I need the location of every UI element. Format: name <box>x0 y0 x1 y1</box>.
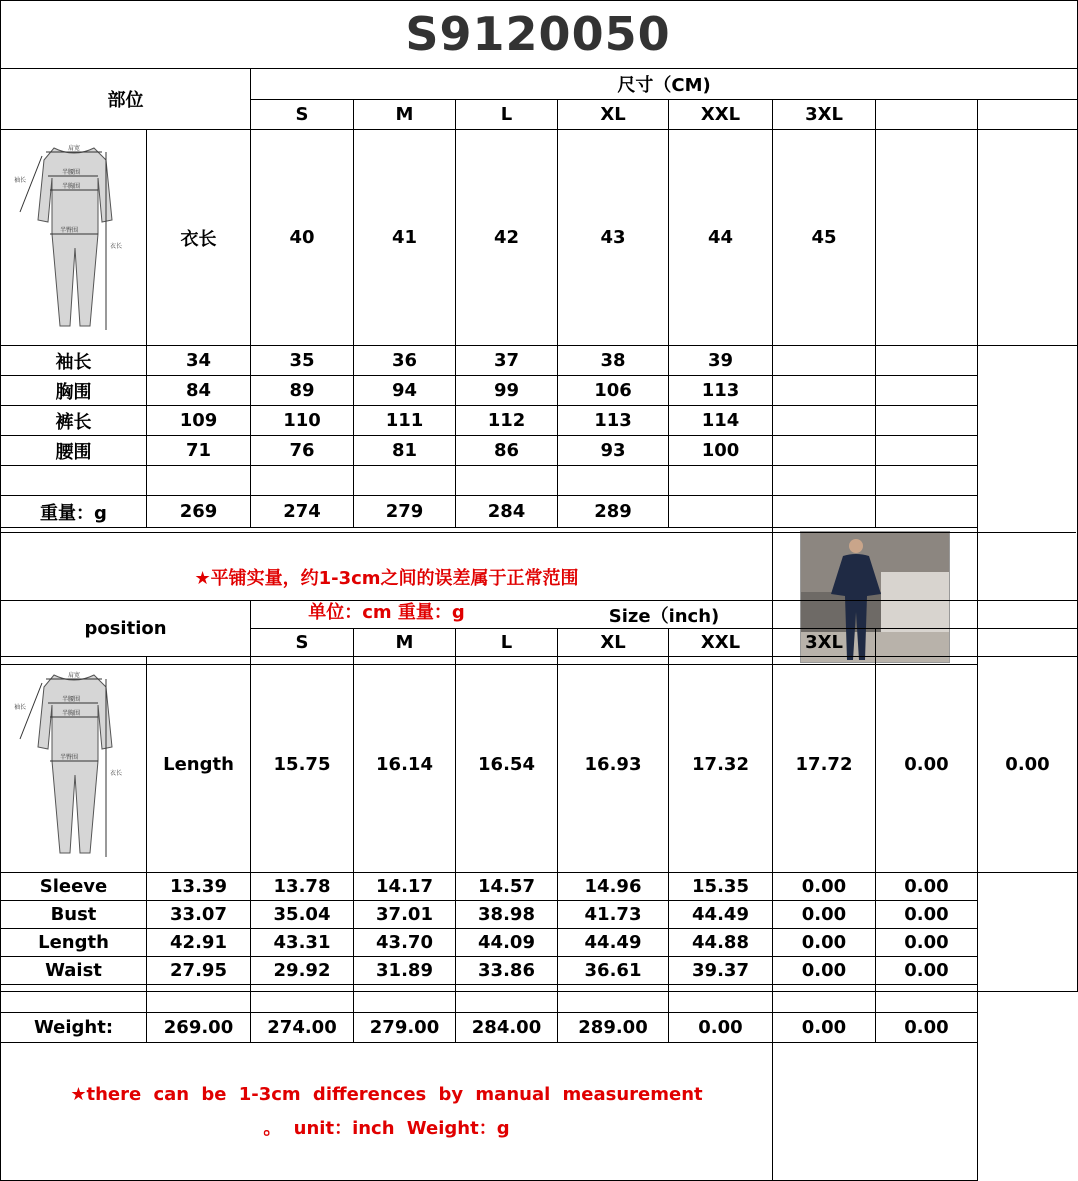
size-cell <box>876 629 978 657</box>
diagram-label: 半臀围 <box>59 227 78 234</box>
value-cell: 17.32 <box>669 657 773 873</box>
table-row <box>1 376 1078 406</box>
weight-cell: 279.00 <box>354 1013 456 1043</box>
value-cell: 0.00 <box>876 901 978 929</box>
weight-cell: 269.00 <box>147 1013 251 1043</box>
value-cell: 81 <box>354 436 456 466</box>
value-cell: 0.00 <box>876 657 978 873</box>
size-cell: L <box>456 100 558 130</box>
value-cell <box>876 436 978 466</box>
value-cell: 17.72 <box>773 657 876 873</box>
value-cell: 111 <box>354 406 456 436</box>
table-row <box>1 346 1078 376</box>
part-header: 部位 <box>1 69 251 130</box>
value-cell: 33.86 <box>456 957 558 985</box>
value-cell: 0.00 <box>876 873 978 901</box>
value-cell: 84 <box>147 376 251 406</box>
table-row <box>1 657 1078 873</box>
diagram-label: 半腰围 <box>61 696 80 703</box>
value-cell: 41 <box>354 130 456 346</box>
size-header: Size（inch) <box>251 601 1078 629</box>
value-cell: 38 <box>558 346 669 376</box>
value-cell: 34 <box>147 346 251 376</box>
size-cell: XL <box>558 100 669 130</box>
measurement-diagram <box>1 657 147 873</box>
value-cell: 99 <box>456 376 558 406</box>
value-cell <box>669 985 773 1013</box>
value-cell <box>773 346 876 376</box>
value-cell: 89 <box>251 376 354 406</box>
weight-cell: 289.00 <box>558 1013 669 1043</box>
value-cell: 44.49 <box>558 929 669 957</box>
table-row <box>1 929 1078 957</box>
row-label: 胸围 <box>1 376 147 406</box>
row-label: Sleeve <box>1 873 147 901</box>
row-label: 袖长 <box>1 346 147 376</box>
value-cell: 42 <box>456 130 558 346</box>
value-cell: 16.14 <box>354 657 456 873</box>
value-cell <box>876 406 978 436</box>
value-cell: 36 <box>354 346 456 376</box>
value-cell: 71 <box>147 436 251 466</box>
value-cell: 31.89 <box>354 957 456 985</box>
diagram-label: 肩宽 <box>67 672 80 679</box>
value-cell: 35 <box>251 346 354 376</box>
value-cell: 13.78 <box>251 873 354 901</box>
size-cell <box>978 629 1078 657</box>
value-cell: 44 <box>669 130 773 346</box>
value-cell: 13.39 <box>147 873 251 901</box>
value-cell <box>773 985 876 1013</box>
value-cell: 16.54 <box>456 657 558 873</box>
row-label: Length <box>147 657 251 873</box>
weight-row <box>1 1013 1078 1043</box>
row-label: 衣长 <box>147 130 251 346</box>
value-cell: 109 <box>147 406 251 436</box>
value-cell: 39 <box>669 346 773 376</box>
table-row <box>1 985 1078 1013</box>
value-cell <box>773 376 876 406</box>
value-cell: 38.98 <box>456 901 558 929</box>
value-cell: 40 <box>251 130 354 346</box>
row-label: 腰围 <box>1 436 147 466</box>
weight-cell: 269 <box>147 496 251 528</box>
row-label: Length <box>1 929 147 957</box>
value-cell: 15.35 <box>669 873 773 901</box>
value-cell: 27.95 <box>147 957 251 985</box>
size-header: 尺寸（CM) <box>251 69 1078 100</box>
cm-size-table <box>0 68 1078 665</box>
value-cell: 14.17 <box>354 873 456 901</box>
value-cell: 44.88 <box>669 929 773 957</box>
value-cell: 86 <box>456 436 558 466</box>
table-row <box>1 873 1078 901</box>
diagram-label: 半腰围 <box>61 169 80 176</box>
value-cell: 113 <box>558 406 669 436</box>
table-row <box>1 436 1078 466</box>
size-cell: XXL <box>669 629 773 657</box>
value-cell <box>876 376 978 406</box>
value-cell: 37.01 <box>354 901 456 929</box>
note-line: ★there can be 1-3cm differences by manual measurement <box>70 1083 703 1105</box>
diagram-label: 袖长 <box>13 704 26 711</box>
note-row <box>1 1043 1078 1181</box>
size-cell: XXL <box>669 100 773 130</box>
weight-cell: 284 <box>456 496 558 528</box>
size-cell <box>876 100 978 130</box>
inch-size-table <box>0 600 1078 1181</box>
value-cell: 43 <box>558 130 669 346</box>
value-cell: 0.00 <box>773 873 876 901</box>
value-cell: 37 <box>456 346 558 376</box>
value-cell: 42.91 <box>147 929 251 957</box>
note-line: 。 unit：inch Weight：g <box>263 1117 510 1139</box>
note-line: ★平铺实量，约1-3cm之间的误差属于正常范围 <box>194 568 579 589</box>
value-cell: 113 <box>669 376 773 406</box>
weight-cell: 0.00 <box>669 1013 773 1043</box>
value-cell: 110 <box>251 406 354 436</box>
value-cell <box>251 985 354 1013</box>
value-cell <box>773 406 876 436</box>
diagram-label: 半胸围 <box>61 710 80 717</box>
diagram-label: 衣长 <box>109 770 122 777</box>
value-cell: 112 <box>456 406 558 436</box>
table-row <box>1 130 1078 346</box>
value-cell <box>147 985 251 1013</box>
value-cell <box>773 436 876 466</box>
value-cell: 94 <box>354 376 456 406</box>
weight-label: Weight: <box>1 1013 147 1043</box>
table-row <box>1 901 1078 929</box>
value-cell: 29.92 <box>251 957 354 985</box>
value-cell: 45 <box>773 130 876 346</box>
weight-cell: 0.00 <box>876 1013 978 1043</box>
value-cell <box>876 130 978 346</box>
value-cell: 44.49 <box>669 901 773 929</box>
value-cell <box>876 985 978 1013</box>
row-label: 裤长 <box>1 406 147 436</box>
value-cell: 106 <box>558 376 669 406</box>
weight-cell: 279 <box>354 496 456 528</box>
jumpsuit-sketch-icon <box>2 130 146 340</box>
spacer-band <box>0 478 1076 533</box>
value-cell: 14.96 <box>558 873 669 901</box>
value-cell: 15.75 <box>251 657 354 873</box>
note-line: 单位：cm 重量：g <box>308 602 465 623</box>
value-cell: 0.00 <box>773 957 876 985</box>
note-cell <box>1 1043 773 1181</box>
value-cell: 114 <box>669 406 773 436</box>
value-cell: 39.37 <box>669 957 773 985</box>
page-title: S9120050 <box>0 0 1076 69</box>
value-cell: 76 <box>251 436 354 466</box>
diagram-label: 衣长 <box>109 243 122 250</box>
value-cell: 33.07 <box>147 901 251 929</box>
diagram-label: 袖长 <box>13 177 26 184</box>
value-cell: 0.00 <box>876 929 978 957</box>
weight-cell: 274.00 <box>251 1013 354 1043</box>
row-label <box>1 985 147 1013</box>
value-cell: 44.09 <box>456 929 558 957</box>
table-row <box>1 406 1078 436</box>
value-cell: 36.61 <box>558 957 669 985</box>
diagram-label: 半臀围 <box>59 754 78 761</box>
size-cell: XL <box>558 629 669 657</box>
value-cell: 35.04 <box>251 901 354 929</box>
weight-cell: 284.00 <box>456 1013 558 1043</box>
photo-cell <box>773 1043 978 1181</box>
table-row <box>1 957 1078 985</box>
value-cell: 41.73 <box>558 901 669 929</box>
diagram-label: 半胸围 <box>61 183 80 190</box>
row-label: Bust <box>1 901 147 929</box>
value-cell: 0.00 <box>978 657 1078 873</box>
size-cell: M <box>354 100 456 130</box>
value-cell <box>558 985 669 1013</box>
weight-cell: 0.00 <box>773 1013 876 1043</box>
value-cell: 0.00 <box>773 929 876 957</box>
value-cell <box>978 130 1078 346</box>
value-cell <box>876 346 978 376</box>
value-cell: 100 <box>669 436 773 466</box>
value-cell: 14.57 <box>456 873 558 901</box>
value-cell: 43.31 <box>251 929 354 957</box>
part-header: position <box>1 601 251 657</box>
measurement-diagram <box>1 130 147 346</box>
value-cell <box>456 985 558 1013</box>
size-cell <box>978 100 1078 130</box>
value-cell: 93 <box>558 436 669 466</box>
value-cell: 16.93 <box>558 657 669 873</box>
size-cell: 3XL <box>773 629 876 657</box>
diagram-label: 肩宽 <box>67 145 80 152</box>
size-cell: S <box>251 629 354 657</box>
value-cell: 0.00 <box>773 901 876 929</box>
value-cell: 43.70 <box>354 929 456 957</box>
size-cell: 3XL <box>773 100 876 130</box>
value-cell <box>354 985 456 1013</box>
weight-cell: 274 <box>251 496 354 528</box>
row-label: Waist <box>1 957 147 985</box>
size-cell: S <box>251 100 354 130</box>
size-cell: M <box>354 629 456 657</box>
size-cell: L <box>456 629 558 657</box>
jumpsuit-sketch-icon <box>2 657 146 867</box>
weight-label: 重量：g <box>1 496 147 528</box>
value-cell: 0.00 <box>876 957 978 985</box>
weight-cell: 289 <box>558 496 669 528</box>
